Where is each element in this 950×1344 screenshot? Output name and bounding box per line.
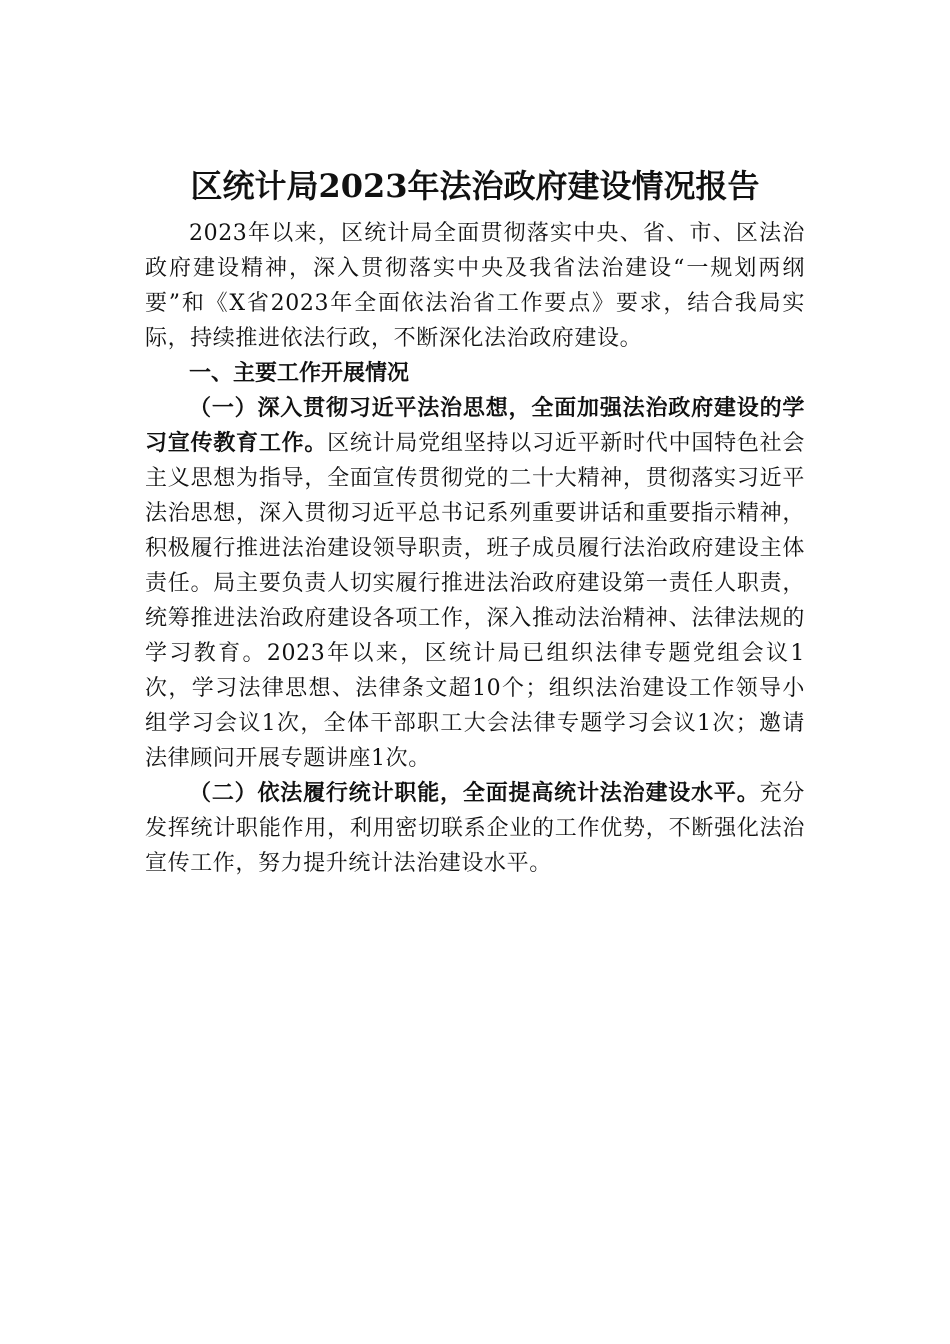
intro-paragraph: 2023年以来，区统计局全面贯彻落实中央、省、市、区法治政府建设精神，深入贯彻落实中央及我省法治建设“一规划两纲要”和《X省2023年全面依法治省工作要点》要求，结合我局实际，持续推进依法行政，不断深化法治政府建设。 bbox=[145, 221, 805, 351]
section-heading: 一、主要工作开展情况 bbox=[189, 361, 410, 386]
item-lead-1: （一）深入贯彻习近平法治思想，全面加强法治政府建设的学习宣传教育工作。 bbox=[145, 395, 805, 456]
item-body-1: 区统计局党组坚持以习近平新时代中国特色社会主义思想为指导，全面宣传贯彻党的二十大精神，贯彻落实习近平法治思想，深入贯彻习近平总书记系列重要讲话和重要指示精神，积极履行推进法治建设领导职责，班子成员履行法治政府建设主体责任。局主要负责人切实履行推进法治政府建设第一责任人职责，统筹推进法治政府建设各项工作，深入推动法治精神、法律法规的学习教育。2023年以来，区统计局已组织法律专题党组会议1次，学习法律思想、法律条文超10个；组织法治建设工作领导小组学习会议1次，全体干部职工大会法律专题学习会议1次；邀请法律顾问开展专题讲座1次。 bbox=[145, 431, 805, 771]
item-body-2: 充分发挥统计职能作用，利用密切联系企业的工作优势，不断强化法治宣传工作，努力提升统计法治建设水平。 bbox=[145, 781, 805, 876]
item-paragraph-2 bbox=[145, 776, 805, 881]
document-page bbox=[145, 160, 805, 881]
document-title: 区统计局2023年法治政府建设情况报告 bbox=[190, 167, 760, 205]
item-paragraph-1 bbox=[145, 391, 805, 776]
item-lead-2: （二）依法履行统计职能，全面提高统计法治建设水平。 bbox=[189, 780, 760, 806]
